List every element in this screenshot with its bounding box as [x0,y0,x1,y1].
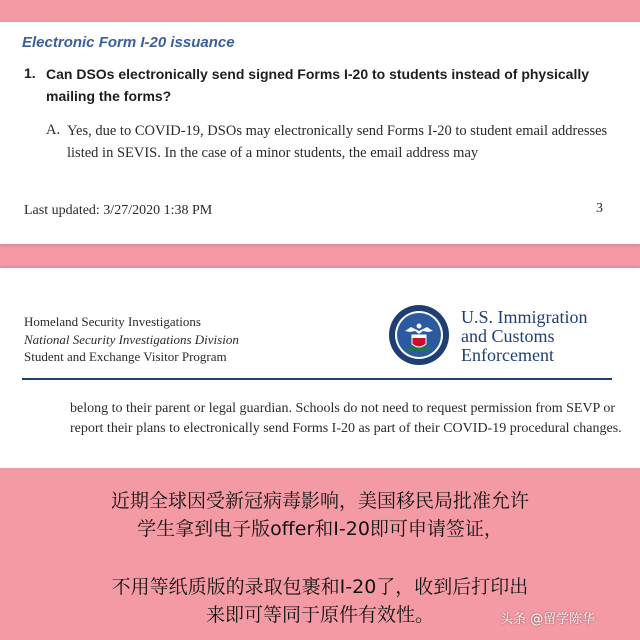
caption-line: 近期全球因受新冠病毒影响，美国移民局批准允许 [110,490,529,512]
question-text: Can DSOs electronically send signed Forms I-20 to students instead of physically mailing the forms? [46,66,590,104]
dhs-seal-icon [388,304,450,366]
question-number: 1. [24,65,36,81]
document-page-top [0,22,640,244]
org-line-sevp: Student and Exchange Visitor Program [24,349,227,364]
ice-line: Enforcement [461,345,554,365]
caption-line: 学生拿到电子版offer和I-20即可申请签证， [137,518,503,540]
answer-letter: A. [46,122,61,138]
continued-answer-text: belong to their parent or legal guardian. Schools do not need to request permission from SEVP or report their plans to electronically send Forms I-20 as part of their COVID-19 procedural changes. [70,401,622,436]
last-updated: Last updated: 3/27/2020 1:38 PM [24,203,213,218]
section-title: Electronic Form I-20 issuance [22,34,235,51]
watermark: 头条 @留学陈华 [500,612,596,627]
ice-line: and Customs [461,326,555,346]
document-page-bottom [0,268,640,468]
ice-line: U.S. Immigration [461,307,588,327]
ice-agency-name [461,308,588,365]
page-number: 3 [596,201,603,216]
header-divider [22,378,612,380]
answer-text: Yes, due to COVID-19, DSOs may electronically send Forms I-20 to student email addresses listed in SEVIS. In the case of a minor students, the email address may [67,123,608,161]
org-line-hsi: Homeland Security Investigations [24,314,201,329]
org-line-nsid: National Security Investigations Division [24,332,239,347]
caption-line: 来即可等同于原件有效性。 [205,604,434,626]
caption-line: 不用等纸质版的录取包裹和I-20了，收到后打印出 [111,576,529,598]
